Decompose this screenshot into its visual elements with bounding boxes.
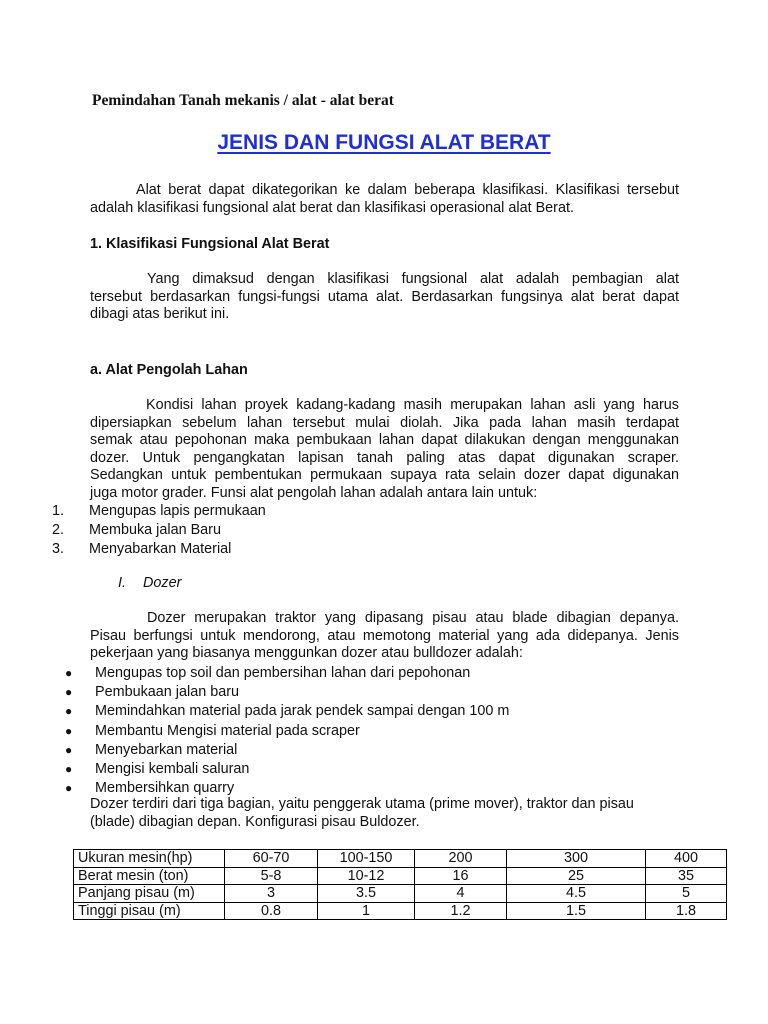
paragraph-line: Dozer merupakan traktor yang dipasang pisau atau blade dibagian depanya. xyxy=(147,610,679,626)
paragraph-line: Sedangkan untuk pembentukan permukaan supaya rata selain dozer dapat digunakan xyxy=(90,467,679,484)
table-row xyxy=(74,867,727,885)
list-item-text: Menyebarkan material xyxy=(95,741,238,758)
numbered-list xyxy=(52,502,266,558)
table-cell: 16 xyxy=(415,867,507,885)
page-title-text: JENIS DAN FUNGSI ALAT BERAT xyxy=(217,131,551,154)
bullet-icon: ● xyxy=(65,666,73,680)
table-cell: 400 xyxy=(646,850,727,868)
bullet-icon: ● xyxy=(65,723,73,738)
list-item xyxy=(65,702,509,721)
paragraph-line: tersebut berdasarkan fungsi-fungsi utama alat. Berdasarkan fungsinya alat berat dapat xyxy=(90,288,679,305)
dozer-spec-table xyxy=(73,849,727,920)
table-cell: Ukuran mesin(hp) xyxy=(74,850,225,868)
paragraph-line: dibagi atas berikut ini. xyxy=(90,306,230,323)
table-cell: 60-70 xyxy=(225,850,318,868)
list-item xyxy=(52,521,266,540)
list-item-text: Membuka jalan Baru xyxy=(89,521,221,538)
table-row xyxy=(74,902,727,920)
list-item xyxy=(65,683,509,702)
table-cell: 5-8 xyxy=(225,867,318,885)
section-heading-pengolah-lahan: a. Alat Pengolah Lahan xyxy=(90,362,248,378)
bullet-icon: ● xyxy=(65,742,73,757)
list-item-text: Pembukaan jalan baru xyxy=(95,684,240,701)
dozer-description xyxy=(90,796,679,831)
intro-line: Alat berat dapat dikategorikan ke dalam beberapa klasifikasi. Klasifikasi tersebut xyxy=(136,182,679,198)
list-item xyxy=(52,540,266,559)
paragraph-line: juga motor grader. Funsi alat pengolah lahan adalah antara lain untuk: xyxy=(90,484,538,501)
bullet-list xyxy=(65,664,509,798)
list-item-text: Mengupas lapis permukaan xyxy=(89,503,266,519)
table-row xyxy=(74,885,727,903)
subsection-number: I. xyxy=(118,575,126,591)
list-item xyxy=(65,741,509,760)
table-cell: 35 xyxy=(646,867,727,885)
paragraph-line: semak atau pepohonan maka pembukaan lahan dapat dilakukan dengan menggunakan xyxy=(90,432,679,449)
table-cell: 300 xyxy=(507,850,646,868)
list-number: 3. xyxy=(52,540,65,557)
table-cell: 1.8 xyxy=(646,902,727,920)
paragraph-line: (blade) dibagian depan. Konfigurasi pisau Buldozer. xyxy=(90,813,420,830)
list-item-text: Mengisi kembali saluran xyxy=(95,761,250,778)
pengolah-lahan-paragraph xyxy=(90,397,679,503)
paragraph-line: Pisau berfungsi untuk mendorong, atau memotong material yang ada didepanya. Jenis xyxy=(90,627,679,644)
table-cell: 1.5 xyxy=(507,902,646,920)
table-cell: 10-12 xyxy=(318,867,415,885)
table-cell: 3.5 xyxy=(318,885,415,903)
paragraph-line: Yang dimaksud dengan klasifikasi fungsional alat adalah pembagian alat xyxy=(147,271,679,287)
table-cell: 3 xyxy=(225,885,318,903)
list-item xyxy=(65,722,509,741)
bullet-icon: ● xyxy=(65,781,73,796)
table-cell: 4 xyxy=(415,885,507,903)
bullet-icon: ● xyxy=(65,704,73,719)
subsection-title: Dozer xyxy=(143,575,182,591)
intro-paragraph xyxy=(90,182,679,217)
fungsional-paragraph xyxy=(90,271,679,324)
table-cell: 25 xyxy=(507,867,646,885)
list-number: 2. xyxy=(52,521,65,538)
paragraph-line: dozer. Untuk pengangkatan lapisan tanah paling atas dapat digunakan scraper. xyxy=(90,449,679,466)
section-heading-fungsional: 1. Klasifikasi Fungsional Alat Berat xyxy=(90,236,330,252)
table-cell: 0.8 xyxy=(225,902,318,920)
list-item-text: Membantu Mengisi material pada scraper xyxy=(95,722,360,739)
table-cell: Tinggi pisau (m) xyxy=(74,902,225,920)
table-cell: 200 xyxy=(415,850,507,868)
list-item xyxy=(52,502,266,521)
dozer-paragraph xyxy=(90,610,679,663)
table-cell: 100-150 xyxy=(318,850,415,868)
list-item xyxy=(65,664,509,683)
paragraph-line: dipersiapkan sebelum lahan tersebut mulai diolah. Jika pada lahan masih terdapat xyxy=(90,414,679,431)
paragraph-line: Kondisi lahan proyek kadang-kadang masih merupakan lahan asli yang harus xyxy=(146,397,679,413)
table-cell: 4.5 xyxy=(507,885,646,903)
table-cell: 5 xyxy=(646,885,727,903)
list-item xyxy=(65,760,509,779)
bullet-icon: ● xyxy=(65,762,73,777)
table-cell: Panjang pisau (m) xyxy=(74,885,225,903)
list-number: 1. xyxy=(52,503,65,519)
table-row xyxy=(74,850,727,868)
table-cell: 1 xyxy=(318,902,415,920)
list-item-text: Menyabarkan Material xyxy=(89,540,232,557)
bullet-icon: ● xyxy=(65,685,73,700)
document-header: Pemindahan Tanah mekanis / alat - alat berat xyxy=(92,92,394,109)
paragraph-line: Dozer terdiri dari tiga bagian, yaitu penggerak utama (prime mover), traktor dan pisau xyxy=(90,796,634,812)
subsection-heading-dozer xyxy=(118,575,181,591)
table-cell: 1.2 xyxy=(415,902,507,920)
intro-line: adalah klasifikasi fungsional alat berat dan klasifikasi operasional alat Berat. xyxy=(90,199,574,216)
page-title xyxy=(0,131,768,155)
list-item-text: Mengupas top soil dan pembersihan lahan dari pepohonan xyxy=(95,665,471,681)
table-cell: Berat mesin (ton) xyxy=(74,867,225,885)
paragraph-line: pekerjaan yang biasanya menggunkan dozer atau bulldozer adalah: xyxy=(90,645,523,662)
list-item-text: Membersihkan quarry xyxy=(95,780,235,797)
list-item-text: Memindahkan material pada jarak pendek sampai dengan 100 m xyxy=(95,703,510,720)
